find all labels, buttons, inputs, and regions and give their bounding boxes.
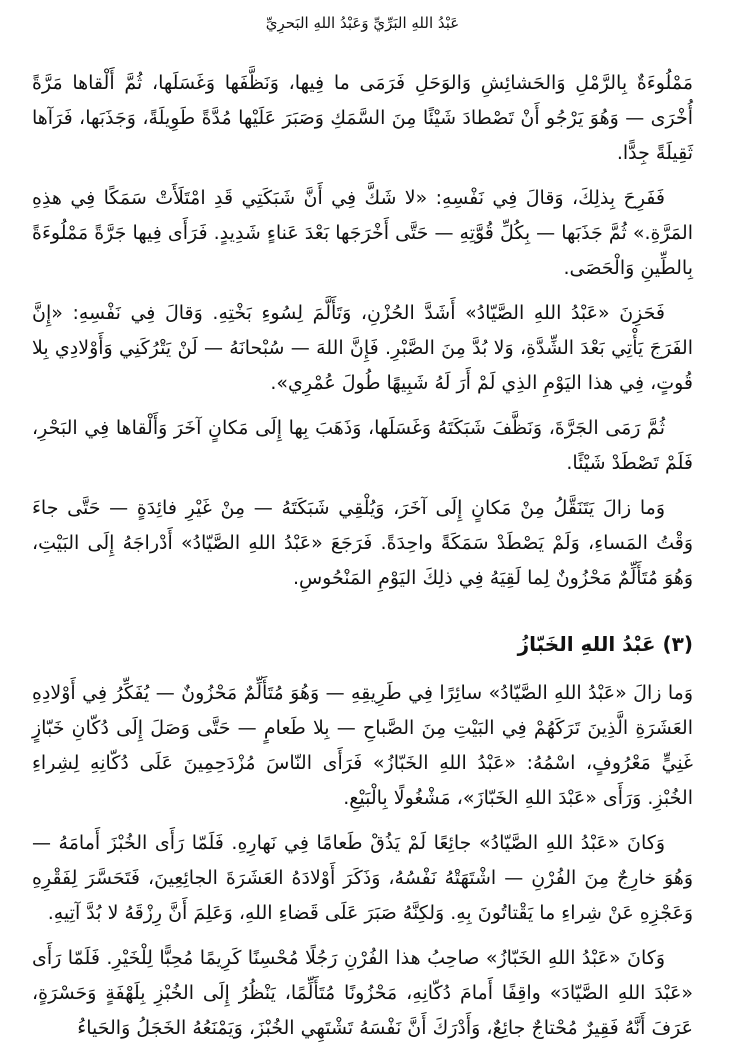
running-header: عَبْدُ اللهِ البَرِّيِّ وَعَبْدُ اللهِ البَحرِيِّ — [265, 14, 460, 32]
paragraph: مَمْلُوءَةٌ بِالرَّمْلِ وَالحَشائِشِ وَالوَحَلِ فَرَمَى ما فِيها، وَنَظَّفَها وَغَسَلَها، ثُمَّ أَلْقاها مَرَّةً أُخْرَى — وَهُوَ يَرْجُو أَنْ تَصْطادَ شَيْئًا مِنَ السَّمَكِ وَصَبَرَ عَلَيْها مُدَّةً طَوِيلَةً، وَجَذَبَها، فَرَآها ثَقِيلَةً جِدًّا. — [32, 72, 693, 164]
paragraph: فَحَزِنَ «عَبْدُ اللهِ الصَّيّادُ» أَشَدَّ الحُزْنِ، وَتَأَلَّمَ لِسُوءِ بَخْتِهِ. وَقالَ فِي نَفْسِهِ: «إِنَّ الفَرَجَ يَأْتِي بَعْدَ الشِّدَّةِ، وَلا بُدَّ مِنَ الصَّبْرِ. فَإِنَّ اللهَ — سُبْحانَهُ — لَنْ يَتْرُكَنِي وَأَوْلادِي بِلا قُوتٍ، فِي هذا اليَوْمِ الذِي لَمْ أَرَ لَهُ شَبِيهًا طُولَ عُمْرِي». — [32, 302, 693, 394]
paragraph: ثُمَّ رَمَى الجَرَّةَ، وَنَظَّفَ شَبَكَتَهُ وَغَسَلَها، وَذَهَبَ بِها إِلَى مَكانٍ آخَرَ وَأَلْقاها فِي البَحْرِ، فَلَمْ تَصْطَدْ شَيْئًا. — [32, 417, 693, 474]
paragraph: وَما زالَ «عَبْدُ اللهِ الصَّيّادُ» سائِرًا فِي طَرِيقِهِ — وَهُوَ مُتَأَلِّمٌ مَحْزُونٌ — يُفَكِّرُ فِي أَوْلادِهِ العَشَرَةِ الَّذِينَ تَرَكَهُمْ فِي البَيْتِ مِنَ الصَّباحِ — بِلا طَعامٍ — حَتَّى وَصَلَ إِلَى دُكّانِ خَبّازٍ غَنِيٍّ مَعْرُوفٍ، اسْمُهُ: «عَبْدُ اللهِ الخَبّازُ» فَرَأَى النّاسَ مُزْدَحِمِينَ عَلَى دُكّانِهِ لِشِراءِ الخُبْزِ. وَرَأَى «عَبْدَ اللهِ الخَبّازَ»، مَشْغُولًا بِالْبَيْعِ. — [32, 682, 693, 809]
body-text — [32, 66, 693, 1046]
paragraph: فَفَرِحَ بِذلِكَ، وَقالَ فِي نَفْسِهِ: «لا شَكَّ فِي أَنَّ شَبَكَتِي قَدِ امْتَلَأَتْ سَمَكًا فِي هذِهِ المَرَّةِ.» ثُمَّ جَذَبَها — بِكُلِّ قُوَّتِهِ — حَتَّى أَخْرَجَها بَعْدَ عَناءٍ شَدِيدٍ. فَرَأَى فِيها جَرَّةً مَمْلُوءَةً بِالطِّينِ وَالْحَصَى. — [32, 187, 693, 279]
paragraph: وَما زالَ يَتَنَقَّلُ مِنْ مَكانٍ إِلَى آخَرَ، وَيُلْقِي شَبَكَتَهُ — مِنْ غَيْرِ فائِدَةٍ — حَتَّى جاءَ وَقْتُ المَساءِ، وَلَمْ يَصْطَدْ سَمَكَةً واحِدَةً. فَرَجَعَ «عَبْدُ اللهِ الصَّيّادُ» أَدْراجَهُ إِلَى البَيْتِ، وَهُوَ مُتَأَلِّمٌ مَحْزُونٌ لِما لَقِيَهُ فِي ذلِكَ اليَوْمِ المَنْحُوسِ. — [32, 497, 693, 589]
paragraph: وَكانَ «عَبْدُ اللهِ الصَّيّادُ» جائِعًا لَمْ يَذُقْ طَعامًا فِي نَهارِهِ. فَلَمّا رَأَى الخُبْزَ أَمامَهُ — وَهُوَ خارِجٌ مِنَ الفُرْنِ — اشْتَهَتْهُ نَفْسُهُ، وَذَكَرَ أَوْلادَهُ العَشَرَةَ الجائِعِينَ، فَتَحَسَّرَ لِفَقْرِهِ وَعَجْزِهِ عَنْ شِراءِ ما يَقْتاتُونَ بِهِ. وَلكِنَّهُ صَبَرَ عَلَى قَضاءِ اللهِ، وَعَلِمَ أَنَّ رِزْقَهُ لا بُدَّ آتِيهِ. — [32, 832, 693, 924]
section-heading: (٣) عَبْدُ اللهِ الخَبّازُ — [517, 632, 693, 656]
paragraph: وَكانَ «عَبْدُ اللهِ الخَبّازُ» صاحِبُ هذا الفُرْنِ رَجُلًا مُحْسِنًا كَرِيمًا مُحِبًّا لِلْخَيْرِ. فَلَمّا رَأَى «عَبْدَ اللهِ الصَّيّادَ» واقِفًا أَمامَ دُكّانِهِ، مَحْزُونًا مُتَأَلِّمًا، يَنْظُرُ إِلَى الخُبْزِ بِلَهْفَةٍ وَحَسْرَةٍ، عَرَفَ أَنَّهُ فَقِيرٌ مُحْتاجٌ جائِعٌ، وَأَدْرَكَ أَنَّ نَفْسَهُ تَشْتَهِي الخُبْزَ، وَيَمْنَعُهُ الخَجَلُ وَالحَياءُ — [32, 947, 693, 1039]
